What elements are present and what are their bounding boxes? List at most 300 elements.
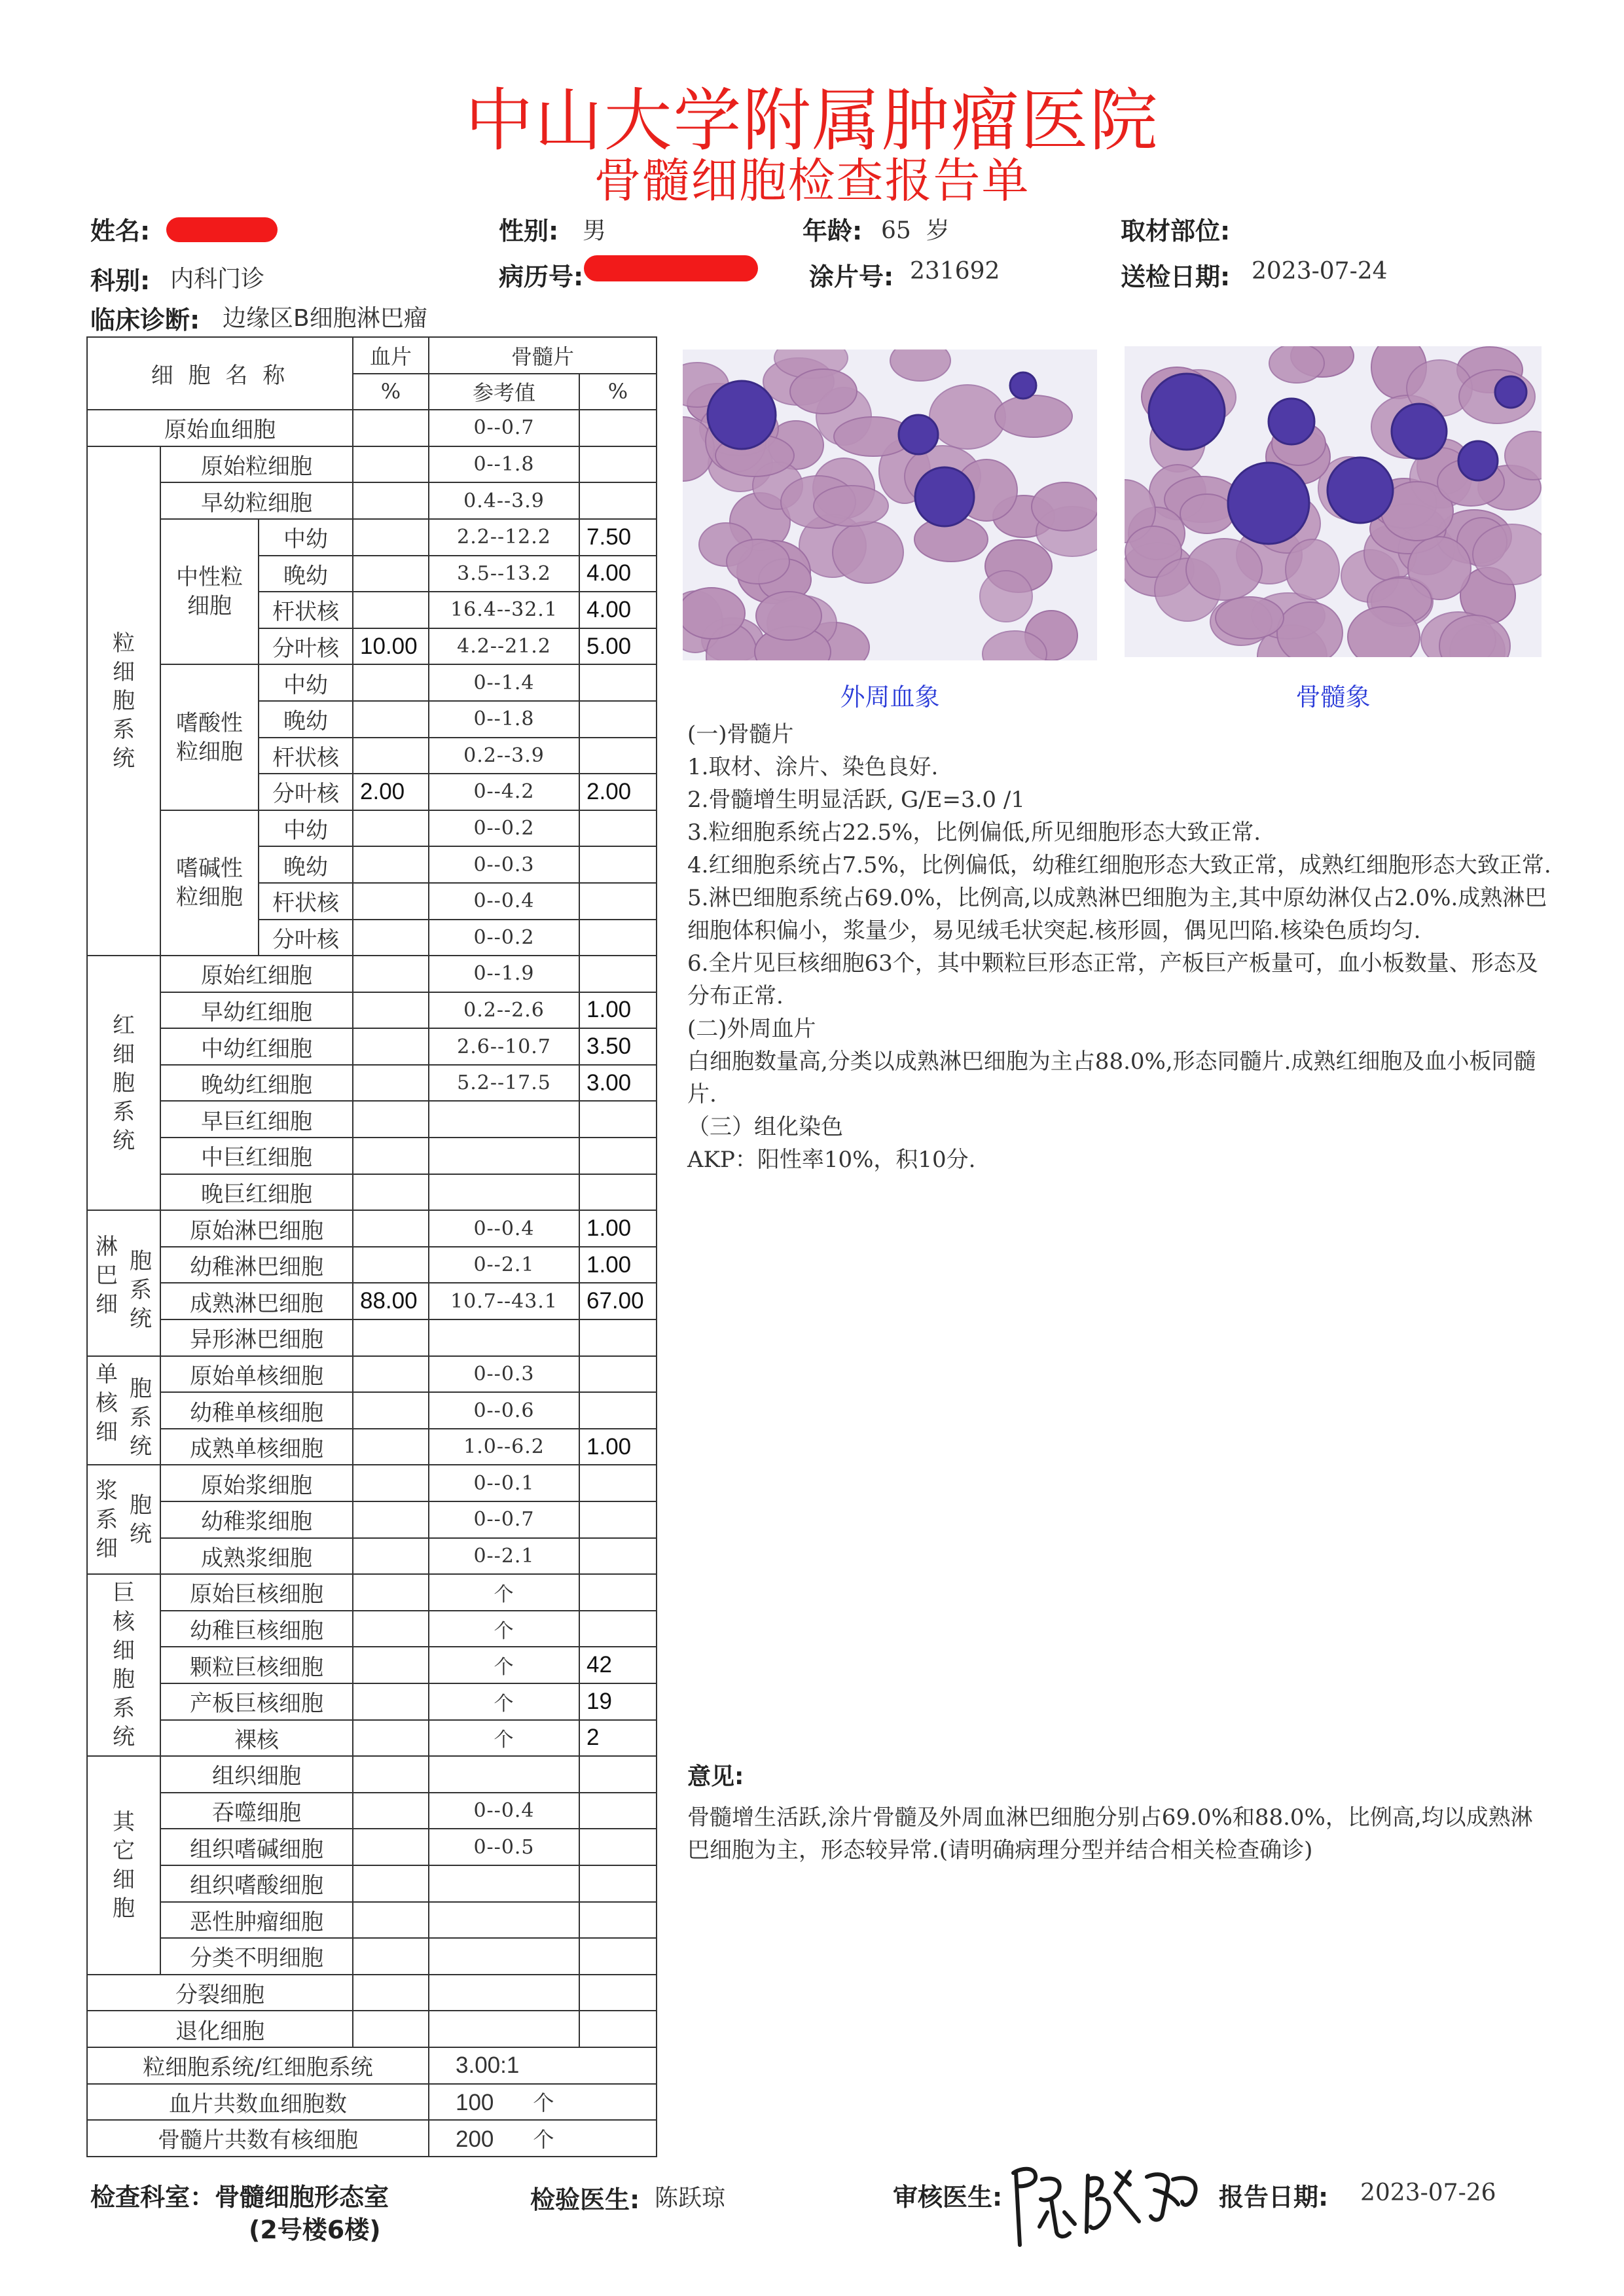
blood-value [353,1065,429,1102]
marrow-value: 67.00 [579,1283,657,1319]
marrow-value: 4.00 [579,592,657,628]
reference-range: 0--0.7 [429,1501,579,1538]
blood-value [353,664,429,701]
group-label: 单 核 细 胞 系 统 [87,1356,160,1465]
table-row [87,1938,657,1975]
cell-name: 原始巨核细胞 [160,1574,353,1611]
cell-name: 原始红细胞 [160,956,353,992]
submit-date-value: 2023-07-24 [1252,258,1388,285]
reference-range: 个 [429,1683,579,1720]
cell-name: 幼稚巨核细胞 [160,1611,353,1647]
marrow-value [579,664,657,701]
table-row [87,2047,657,2084]
marrow-value [579,701,657,738]
blood-value [353,920,429,956]
table-row [87,1865,657,1902]
reference-range [429,1865,579,1902]
cell-name: 中巨红细胞 [160,1138,353,1174]
table-row [87,1975,657,2011]
findings-line: 白细胞数量高,分类以成熟淋巴细胞为主占88.0%,形态同髓片.成熟红细胞及血小板同髓片. [687,1049,1536,1107]
table-row [87,1683,657,1720]
cell-name: 退化细胞 [87,2011,353,2047]
cell-name: 晚幼 [259,701,353,738]
slide-value: 231692 [910,258,1000,285]
cell-name: 早巨红细胞 [160,1101,353,1138]
marrow-value [579,1902,657,1939]
table-row [87,1138,657,1174]
reference-range: 0--0.4 [429,883,579,920]
summary-value [429,2047,657,2084]
table-row [87,1247,657,1283]
table-row [87,1829,657,1865]
table-row [87,1902,657,1939]
red-blood-cell [1277,602,1343,657]
reference-range: 0--0.3 [429,1356,579,1393]
cell-name: 杆状核 [259,738,353,774]
table-row [87,337,657,374]
blood-value [353,1465,429,1501]
report-date-value: 2023-07-26 [1360,2179,1496,2206]
blood-value: 10.00 [353,628,429,665]
marrow-value [579,1174,657,1211]
table-row [87,1429,657,1465]
summary-label: 骨髓片共数有核细胞 [87,2120,429,2157]
lymphocyte-nucleus [1495,376,1526,408]
table-row [87,956,657,992]
header-pct: % [579,374,657,410]
marrow-value: 42 [579,1647,657,1683]
blood-value [353,1429,429,1465]
red-blood-cell [790,369,857,414]
findings-line: 1.取材、涂片、染色良好. [687,754,939,780]
cell-name: 晚幼红细胞 [160,1065,353,1102]
red-blood-cell [833,522,903,583]
marrow-value [579,1829,657,1865]
findings-line: AKP：阳性率10%，积10分. [687,1147,976,1173]
blood-value [353,1865,429,1902]
marrow-value: 3.50 [579,1028,657,1065]
reference-range [429,1174,579,1211]
cell-count-table [86,336,657,2157]
findings-line: (二)外周血片 [687,1016,816,1042]
cell-name: 原始单核细胞 [160,1356,353,1393]
reference-range: 5.2--17.5 [429,1065,579,1102]
summary-number: 3.00:1 [456,2052,520,2078]
reference-range: 0--1.4 [429,664,579,701]
reference-range: 16.4--32.1 [429,592,579,628]
cell-name: 晚幼 [259,556,353,592]
red-blood-cell [929,385,1005,449]
table-row [87,2084,657,2121]
blood-value [353,1647,429,1683]
marrow-value [579,920,657,956]
subgroup-label: 中性粒细胞 [160,519,259,664]
blood-value [353,410,429,446]
table-row [87,2011,657,2047]
marrow-value: 2 [579,1720,657,1757]
reference-range [429,1756,579,1793]
cell-name: 裸核 [160,1720,353,1757]
reference-range: 0--0.2 [429,810,579,847]
blood-value [353,883,429,920]
group-label: 粒 细 胞 系 统 [87,446,160,956]
marrow-value [579,1574,657,1611]
marrow-value [579,846,657,883]
blood-value [353,1611,429,1647]
marrow-value [579,2011,657,2047]
blood-value [353,1975,429,2011]
reference-range: 2.2--12.2 [429,519,579,556]
name-label: 姓名: [90,217,151,245]
reviewer-signature [1001,2153,1211,2251]
marrow-value: 5.00 [579,628,657,665]
blood-value [353,2011,429,2047]
table-row [87,1065,657,1102]
peripheral-blood-image [683,350,1097,660]
reference-range: 3.5--13.2 [429,556,579,592]
summary-label: 粒细胞系统/红细胞系统 [87,2047,429,2084]
blood-value [353,846,429,883]
marrow-value [579,1538,657,1575]
blood-value [353,701,429,738]
reviewer-label: 审核医生: [893,2183,1003,2212]
cell-name: 原始血细胞 [87,410,353,446]
redacted-record [584,255,758,281]
red-blood-cell [1216,597,1284,639]
cell-name: 中幼 [259,810,353,847]
table-row [87,519,657,556]
red-blood-cell [756,592,821,640]
cell-name: 中幼 [259,664,353,701]
hospital-name: 中山大学附属肿瘤医院 [465,81,1159,160]
marrow-value: 3.00 [579,1065,657,1102]
table-row [87,1793,657,1829]
cell-name: 晚巨红细胞 [160,1174,353,1211]
marrow-value [579,738,657,774]
reference-range: 0--0.3 [429,846,579,883]
table-row [87,1101,657,1138]
blood-value [353,556,429,592]
cell-name: 产板巨核细胞 [160,1683,353,1720]
reference-range [429,1975,579,2011]
table-row [87,1392,657,1429]
cell-name: 幼稚浆细胞 [160,1501,353,1538]
table-row [87,1210,657,1247]
gender-label: 性别: [499,217,559,245]
marrow-value [579,1611,657,1647]
summary-value [429,2084,657,2121]
summary-number: 200 [456,2126,494,2152]
report-date-label: 报告日期: [1219,2183,1329,2212]
opinion-text: 骨髓增生活跃,涂片骨髓及外周血淋巴细胞分别占69.0%和88.0%，比例高,均以成熟淋巴细胞为主，形态较异常.(请明确病理分型并结合相关检查确诊) [687,1804,1533,1863]
blood-value [353,1793,429,1829]
blood-value [353,1028,429,1065]
cell-name: 早幼粒细胞 [160,482,353,519]
cell-name: 原始淋巴细胞 [160,1210,353,1247]
marrow-caption: 骨髓象 [1295,683,1371,711]
dept-label: 科别: [90,266,151,295]
opinion-label: 意见: [687,1763,744,1790]
blood-value [353,1902,429,1939]
red-blood-cell [995,395,1072,437]
marrow-value: 7.50 [579,519,657,556]
table-row [87,810,657,847]
marrow-value [579,1501,657,1538]
group-label: 红 细 胞 系 统 [87,956,160,1210]
table-row [87,1028,657,1065]
marrow-value [579,482,657,519]
report-title: 骨髓细胞检查报告单 [594,153,1030,208]
reference-range [429,1902,579,1939]
blood-value [353,446,429,483]
table-row [87,446,657,483]
reference-range: 个 [429,1647,579,1683]
findings-line: 3.粒细胞系统占22.5%，比例偏低,所见细胞形态大致正常. [687,819,1261,846]
blood-value [353,1247,429,1283]
reference-range: 0--1.8 [429,446,579,483]
lymphocyte-nucleus [1327,457,1393,523]
lymphocyte-nucleus [1392,404,1447,459]
marrow-value [579,1356,657,1393]
blood-value [353,1538,429,1575]
diagnosis-value: 边缘区B细胞淋巴瘤 [223,305,427,332]
doctor-name: 陈跃琼 [655,2185,726,2212]
subgroup-label: 嗜碱性粒细胞 [160,810,259,956]
cell-name: 分叶核 [259,920,353,956]
cell-name: 分类不明细胞 [160,1938,353,1975]
cell-name: 颗粒巨核细胞 [160,1647,353,1683]
cell-name: 早幼红细胞 [160,992,353,1029]
blood-value [353,992,429,1029]
subgroup-label: 嗜酸性粒细胞 [160,664,259,810]
cell-name: 杆状核 [259,883,353,920]
summary-unit: 个 [533,2126,554,2152]
cell-name: 中幼红细胞 [160,1028,353,1065]
reference-range [429,1319,579,1356]
table-row [87,1756,657,1793]
lymphocyte-nucleus [1269,399,1314,444]
marrow-value [579,1938,657,1975]
reference-range: 2.6--10.7 [429,1028,579,1065]
red-blood-cell [683,588,745,639]
blood-value [353,1501,429,1538]
blood-value [353,956,429,992]
header-blood: 血片 [353,337,429,374]
red-blood-cell [1269,346,1324,383]
table-row [87,2120,657,2157]
table-row [87,1174,657,1211]
bone-marrow-image [1125,346,1542,657]
blood-value [353,1392,429,1429]
cell-name: 分叶核 [259,628,353,665]
marrow-value [579,810,657,847]
table-row [87,1319,657,1356]
marrow-value: 1.00 [579,1210,657,1247]
reference-range: 个 [429,1574,579,1611]
lymphocyte-nucleus [899,415,938,454]
table-row [87,1611,657,1647]
red-blood-cell [1473,524,1542,584]
header-marrow: 骨髓片 [429,337,657,374]
reference-range: 4.2--21.2 [429,628,579,665]
reference-range: 0--0.4 [429,1210,579,1247]
record-label: 病历号: [499,262,584,291]
summary-number: 100 [456,2090,494,2116]
reference-range: 0.4--3.9 [429,482,579,519]
reference-range: 个 [429,1720,579,1757]
reference-range [429,1138,579,1174]
cell-name: 恶性肿瘤细胞 [160,1902,353,1939]
summary-label: 血片共数血细胞数 [87,2084,429,2121]
marrow-value [579,1392,657,1429]
blood-value [353,1683,429,1720]
blood-value [353,1138,429,1174]
cell-name: 分叶核 [259,774,353,810]
cell-name: 异形淋巴细胞 [160,1319,353,1356]
table-row [87,992,657,1029]
cell-name: 中幼 [259,519,353,556]
marrow-value [579,1101,657,1138]
table-row [87,1356,657,1393]
cell-name: 吞噬细胞 [160,1793,353,1829]
blood-value [353,1174,429,1211]
cell-name: 原始粒细胞 [160,446,353,483]
reference-range: 个 [429,1611,579,1647]
lymphocyte-nucleus [1149,374,1225,450]
table-row [87,1465,657,1501]
reference-range: 0--0.2 [429,920,579,956]
table-row [87,1283,657,1319]
cell-name: 分裂细胞 [87,1975,353,2011]
reference-range: 0--1.8 [429,701,579,738]
blood-value: 2.00 [353,774,429,810]
blood-value [353,1319,429,1356]
marrow-value [579,1975,657,2011]
group-label: 浆 系 细 胞 统 [87,1465,160,1574]
reference-range [429,1101,579,1138]
marrow-value [579,1319,657,1356]
table-row [87,1647,657,1683]
marrow-value [579,1793,657,1829]
cell-name: 组织嗜酸细胞 [160,1865,353,1902]
lymphocyte-nucleus [915,467,974,526]
red-blood-cell [1286,539,1339,600]
blood-value [353,1101,429,1138]
reference-range: 10.7--43.1 [429,1283,579,1319]
reference-range [429,2011,579,2047]
red-blood-cell [1032,482,1097,531]
reference-range: 0--1.9 [429,956,579,992]
summary-value [429,2120,657,2157]
reference-range: 0--4.2 [429,774,579,810]
marrow-value: 19 [579,1683,657,1720]
dept-value: 内科门诊 [170,266,265,293]
red-blood-cell [814,486,888,526]
cell-name: 幼稚单核细胞 [160,1392,353,1429]
blood-value [353,1720,429,1757]
blood-value [353,1356,429,1393]
age-value: 65 岁 [881,217,950,244]
lymphocyte-nucleus [1458,441,1498,480]
blood-value [353,738,429,774]
dept-footer-sub: (2号楼6楼) [249,2215,381,2244]
red-blood-cell [1186,539,1262,600]
lymphocyte-nucleus [708,381,776,449]
red-blood-cell [980,571,1032,622]
reference-range: 1.0--6.2 [429,1429,579,1465]
table-row [87,664,657,701]
table-row [87,1720,657,1757]
redacted-name [166,217,278,242]
submit-date-label: 送检日期: [1121,262,1231,291]
reference-range: 0--2.1 [429,1538,579,1575]
blood-value [353,1210,429,1247]
group-label: 巨 核 细 胞 系 统 [87,1574,160,1756]
marrow-value [579,1465,657,1501]
reference-range: 0.2--3.9 [429,738,579,774]
table-row [87,1574,657,1611]
header-cell-name: 细 胞 名 称 [87,337,353,410]
marrow-value [579,1756,657,1793]
reference-range: 0--0.4 [429,1793,579,1829]
findings-line: （三）组化染色 [687,1114,843,1140]
lymphocyte-nucleus [1010,372,1036,399]
reference-range: 0.2--2.6 [429,992,579,1029]
cell-name: 杆状核 [259,592,353,628]
cell-name: 组织嗜碱细胞 [160,1829,353,1865]
findings-line: 4.红细胞系统占7.5%，比例偏低，幼稚红细胞形态大致正常，成熟红细胞形态大致正常. [687,852,1551,878]
marrow-value [579,446,657,483]
marrow-value [579,1138,657,1174]
age-label: 年龄: [803,217,863,245]
marrow-value [579,410,657,446]
findings-text [687,718,1551,1176]
table-row [87,410,657,446]
doctor-label: 检验医生: [530,2185,640,2214]
findings-line: 5.淋巴细胞系统占69.0%，比例高,以成熟淋巴细胞为主,其中原幼淋仅占2.0%.成熟淋巴细胞体积偏小，浆量少，易见绒毛状突起.核形圆，偶见凹陷.核染色质均匀. [687,885,1547,944]
blood-value [353,1938,429,1975]
reference-range: 0--0.5 [429,1829,579,1865]
group-label: 淋 巴 细 胞 系 统 [87,1210,160,1355]
blood-value [353,810,429,847]
header-ref: 参考值 [429,374,579,410]
table-row [87,1538,657,1575]
reference-range: 0--0.7 [429,410,579,446]
cell-name: 组织细胞 [160,1756,353,1793]
marrow-value: 2.00 [579,774,657,810]
reference-range: 0--2.1 [429,1247,579,1283]
blood-value [353,1574,429,1611]
lymphocyte-nucleus [1228,463,1309,544]
marrow-value [579,883,657,920]
reference-range: 0--0.1 [429,1465,579,1501]
marrow-value: 4.00 [579,556,657,592]
red-blood-cell [727,539,789,584]
summary-unit: 个 [533,2090,554,2116]
slide-label: 涂片号: [809,262,894,291]
cell-name: 成熟浆细胞 [160,1538,353,1575]
blood-value [353,1756,429,1793]
reference-range: 0--0.6 [429,1392,579,1429]
gender-value: 男 [583,217,607,244]
cell-name: 成熟淋巴细胞 [160,1283,353,1319]
cell-name: 原始浆细胞 [160,1465,353,1501]
group-label: 其 它 细 胞 [87,1756,160,1975]
marrow-value [579,956,657,992]
marrow-value: 1.00 [579,1429,657,1465]
findings-line: 2.骨髓增生明显活跃, G/E=3.0 /1 [687,787,1025,813]
findings-line: 6.全片见巨核细胞63个，其中颗粒巨形态正常，产板巨产板量可，血小板数量、形态及分布正常. [687,950,1538,1009]
